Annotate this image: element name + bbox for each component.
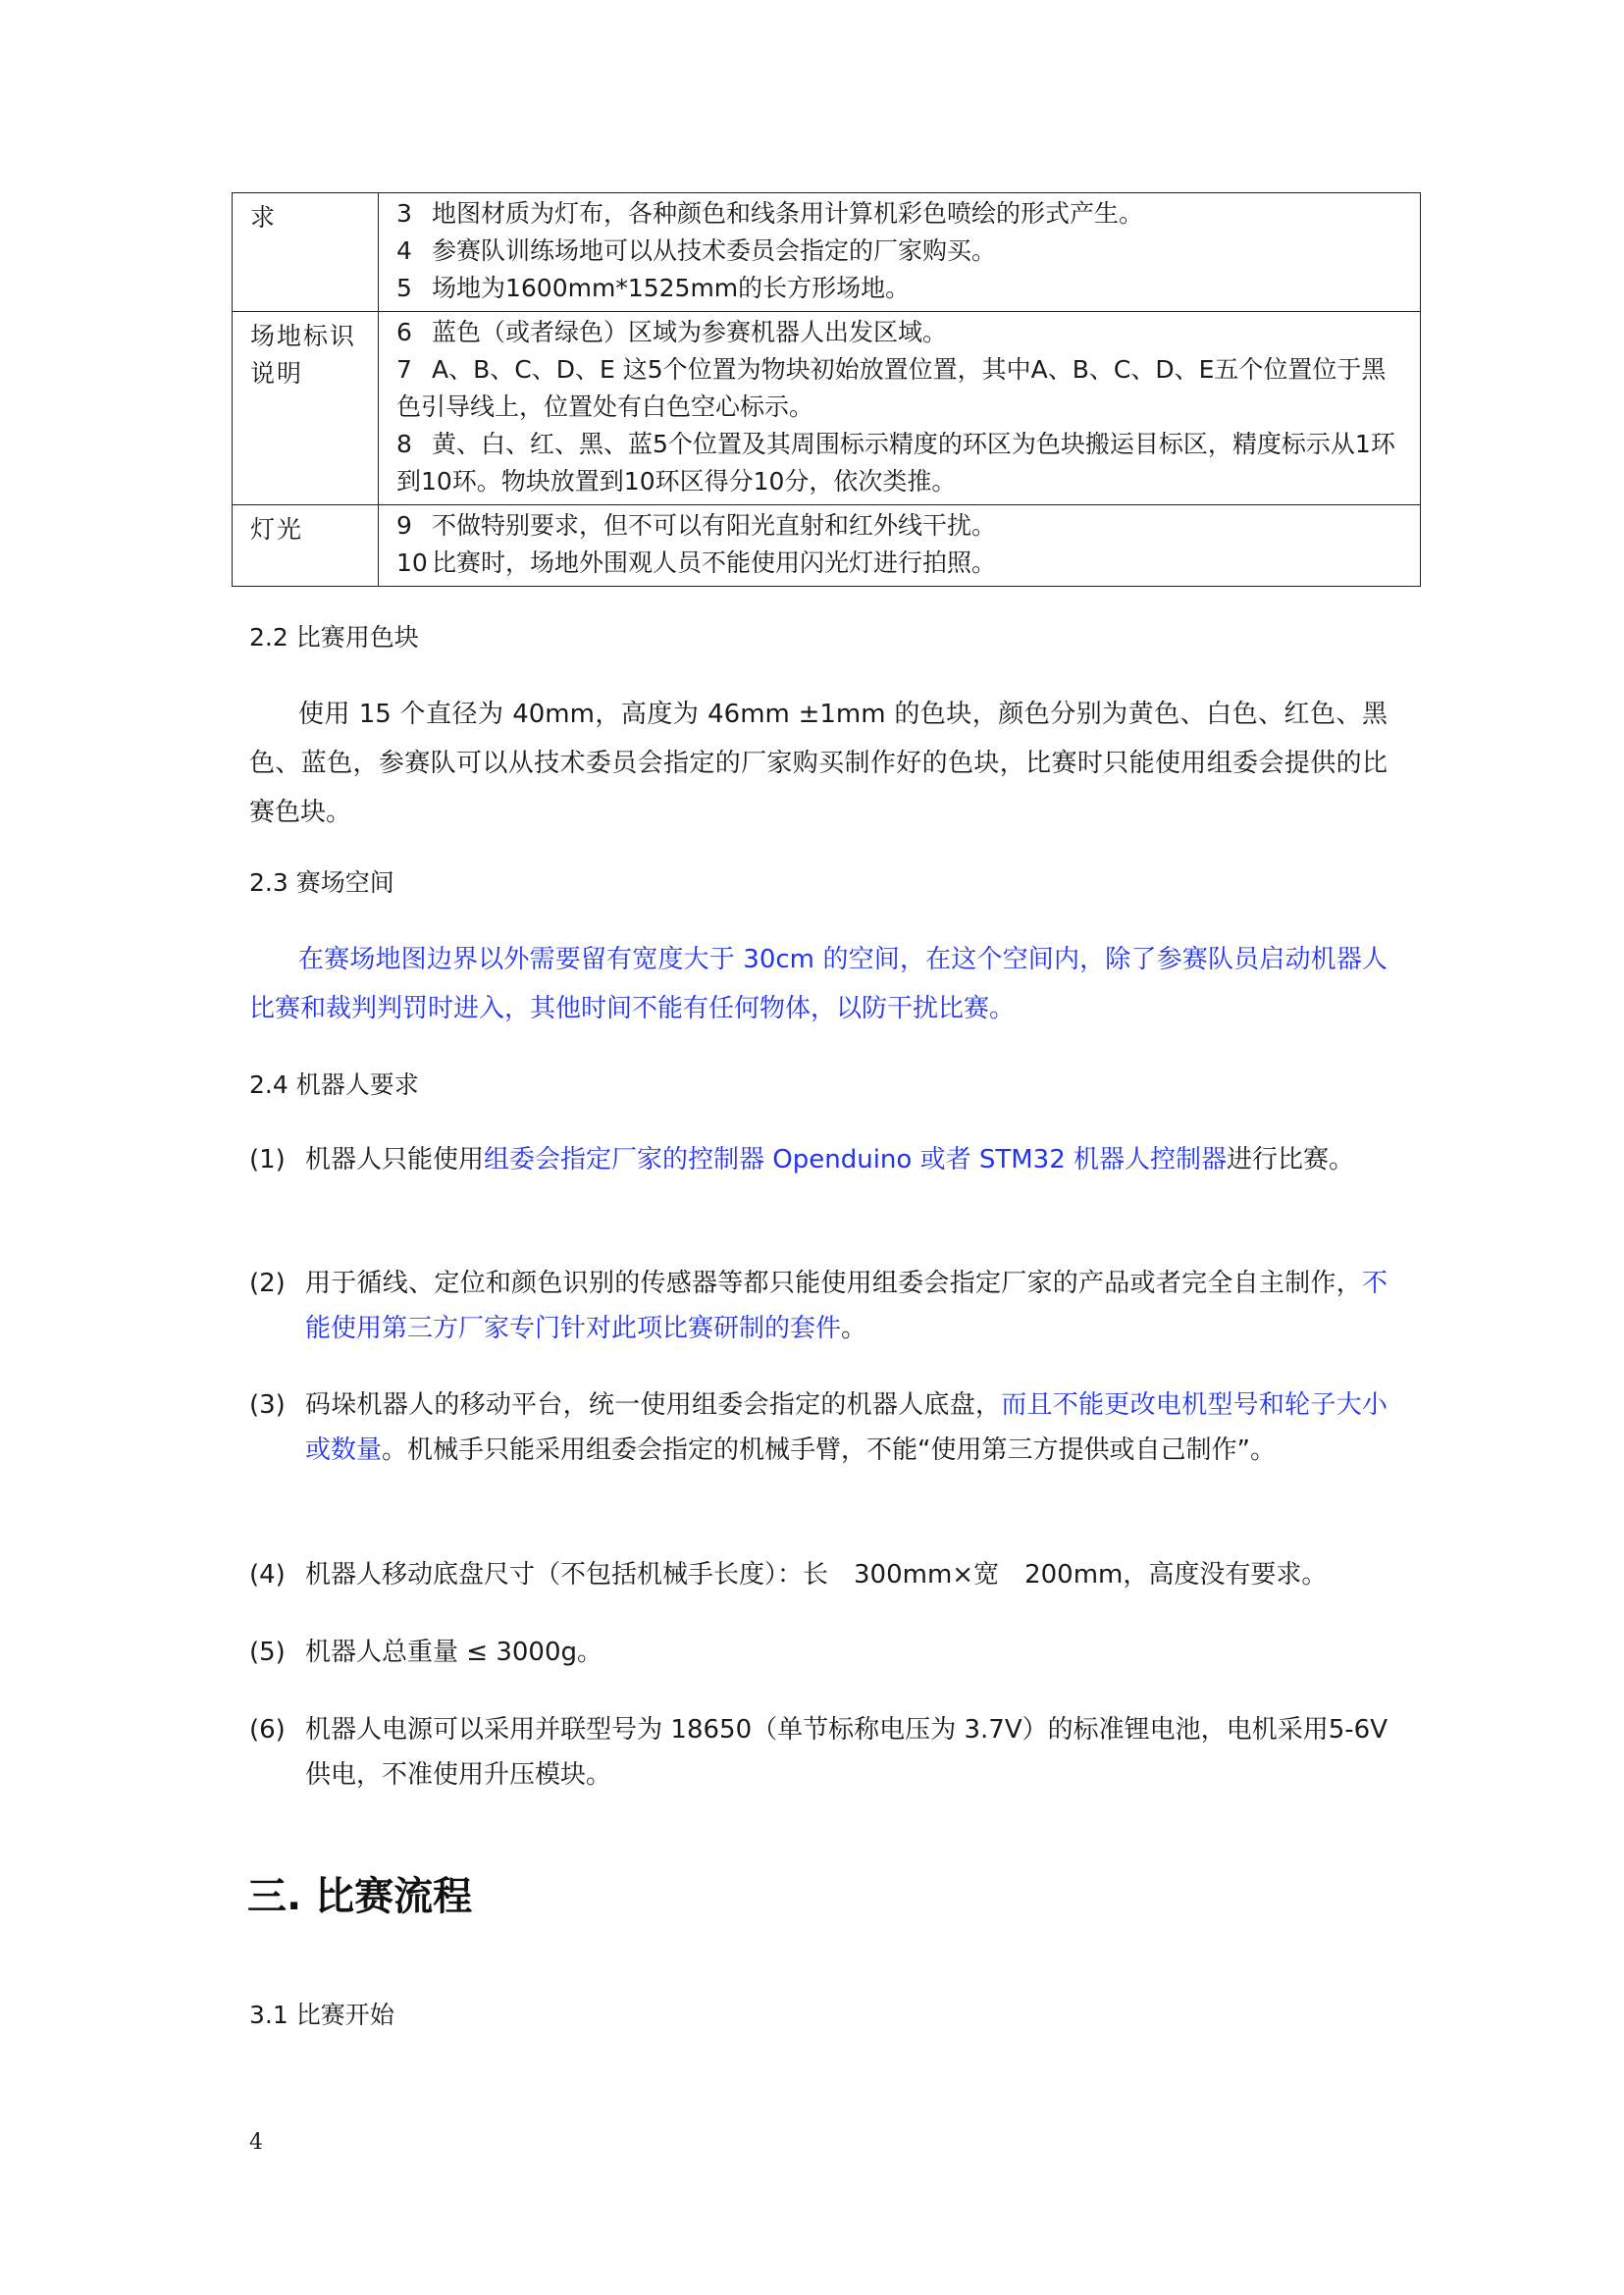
item-number: 8 [396,430,412,458]
list-marker: (6) [249,1715,286,1745]
item-number: 9 [396,511,412,540]
item-number: 6 [396,318,412,346]
list-marker: (5) [249,1638,286,1667]
list-item-text [305,1261,1388,1351]
table-category-cell: 场地标识说明 [233,312,379,505]
list-text-plain: 码垛机器人的移动平台，统一使用组委会指定的机器人底盘， [305,1390,1002,1420]
list-text-plain: 。 [841,1314,867,1343]
item-text: 场地为1600mm*1525mm的长方形场地。 [432,274,911,302]
table-item [396,426,1410,500]
list-item-text: 机器人移动底盘尺寸（不包括机械手长度）：长 300mm×宽 200mm，高度没有要求。 [305,1560,1328,1590]
section-heading-2-4: 2.4 机器人要求 [249,1070,419,1099]
table-category-cell: 求 [233,193,379,312]
list-text-plain: 机器人只能使用 [305,1145,485,1174]
list-marker: (1) [249,1145,286,1174]
list-text-highlight: 而且不能更改电机型号和轮子大小或数量 [305,1390,1388,1465]
list-item [249,1261,1388,1351]
item-text: 比赛时，场地外围观人员不能使用闪光灯进行拍照。 [432,548,997,577]
list-marker: (3) [249,1390,286,1420]
item-number: 10 [396,548,428,577]
section-heading-2-2: 2.2 比赛用色块 [249,623,419,652]
list-item [249,1137,1388,1182]
table-item [396,351,1410,426]
table-row [233,312,1421,505]
table-row [233,193,1421,312]
section-heading-3-1: 3.1 比赛开始 [249,2001,394,2029]
item-text: 参赛队训练场地可以从技术委员会指定的厂家购买。 [432,236,997,265]
list-text-highlight: 组委会指定厂家的控制器 Openduino 或者 STM32 机器人控制器 [484,1145,1228,1174]
item-number: 3 [396,199,412,228]
chapter-heading: 三. 比赛流程 [247,1874,473,1919]
table-items-cell [379,505,1421,587]
section-paragraph-2-3: 在赛场地图边界以外需要留有宽度大于 30cm 的空间，在这个空间内，除了参赛队员启动机器人比赛和裁判判罚时进入，其他时间不能有任何物体，以防干扰比赛。 [249,945,1388,1023]
item-text: 地图材质为灯布，各种颜色和线条用计算机彩色喷绘的形式产生。 [432,199,1144,228]
table-item [396,233,1410,270]
list-text-plain: 用于循线、定位和颜色识别的传感器等都只能使用组委会指定厂家的产品或者完全自主制作， [305,1269,1362,1298]
table-item [396,545,1410,582]
table-item [396,314,1410,351]
list-text-highlight: 不能使用第三方厂家专门针对此项比赛研制的套件 [305,1269,1388,1343]
table-items-cell [379,312,1421,505]
list-marker: (4) [249,1560,286,1590]
list-item-text: 机器人电源可以采用并联型号为 18650（单节标称电压为 3.7V）的标准锂电池，电机采用5-6V 供电，不准使用升压模块。 [305,1715,1388,1790]
list-item [249,1630,1388,1675]
list-text-plain: 进行比赛。 [1227,1145,1355,1174]
list-item-text [305,1382,1388,1473]
section-heading-2-3: 2.3 赛场空间 [249,868,394,897]
item-text: 蓝色（或者绿色）区域为参赛机器人出发区域。 [432,318,948,346]
table-items-cell [379,193,1421,312]
list-item-text [305,1137,1388,1182]
table-category-cell: 灯光 [233,505,379,587]
table-item [396,195,1410,233]
item-number: 5 [396,274,412,302]
item-text: 黄、白、红、黑、蓝5个位置及其周围标示精度的环区为色块搬运目标区，精度标示从1环到10环。物块放置到10环区得分10分，依次类推。 [396,430,1395,496]
item-number: 4 [396,236,412,265]
list-item [249,1552,1388,1597]
table-row [233,505,1421,587]
page-number: 4 [249,2130,263,2155]
table-item [396,507,1410,545]
list-marker: (2) [249,1269,286,1298]
item-text: 不做特别要求，但不可以有阳光直射和红外线干扰。 [432,511,997,540]
requirements-table [232,192,1421,587]
list-text-plain: 。机械手只能采用组委会指定的机械手臂，不能“使用第三方提供或自己制作”。 [382,1435,1276,1465]
table-item [396,270,1410,307]
item-number: 7 [396,355,412,384]
section-paragraph-2-2: 使用 15 个直径为 40mm，高度为 46mm ±1mm 的色块，颜色分别为黄色、白色、红色、黑色、蓝色，参赛队可以从技术委员会指定的厂家购买制作好的色块，比赛时只能使用组委会提供的比赛色块。 [249,700,1388,827]
item-text: A、B、C、D、E 这5个位置为物块初始放置位置，其中A、B、C、D、E五个位置位于黑色引导线上，位置处有白色空心标示。 [396,355,1387,421]
list-item [249,1382,1388,1473]
list-item-text: 机器人总重量 ≤ 3000g。 [305,1638,602,1667]
list-item [249,1707,1388,1798]
